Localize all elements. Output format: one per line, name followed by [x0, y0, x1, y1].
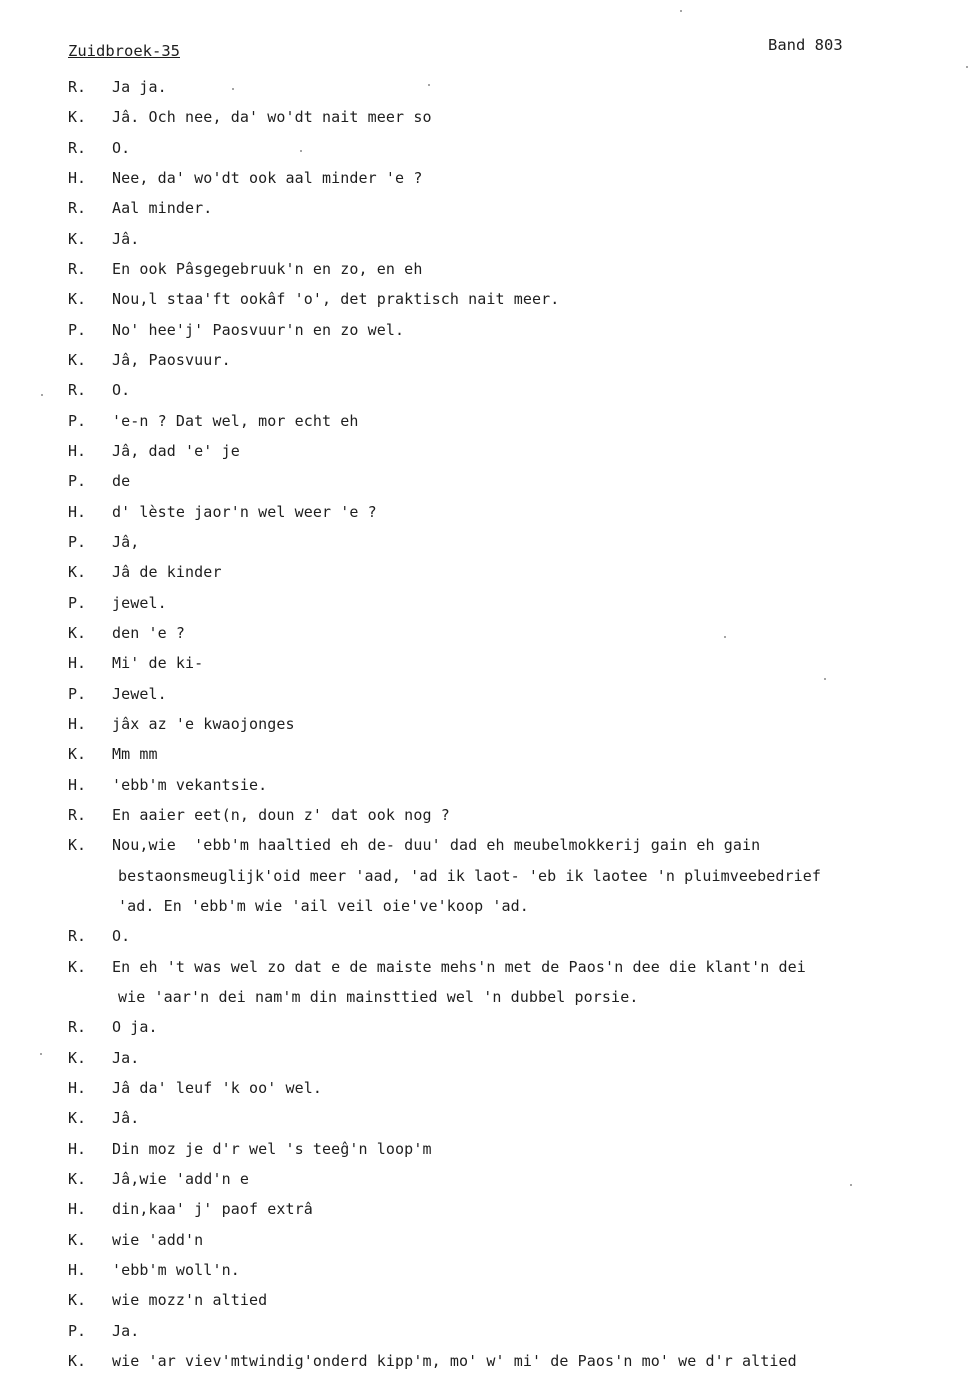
transcript-line — [0, 199, 973, 223]
transcript-line — [0, 685, 973, 709]
utterance-text: Nou,l staa'ft ookâf 'o', det praktisch nait meer. — [112, 290, 560, 308]
scan-speck — [232, 88, 234, 90]
speaker-label: R. — [68, 199, 87, 217]
speaker-label: R. — [68, 927, 87, 945]
scan-speck — [824, 678, 826, 680]
speaker-label: K. — [68, 745, 87, 763]
speaker-label: R. — [68, 1018, 87, 1036]
utterance-text: den 'e ? — [112, 624, 186, 642]
utterance-text: No' hee'j' Paosvuur'n en zo wel. — [112, 321, 405, 339]
speaker-label: R. — [68, 260, 87, 278]
utterance-text: wie 'ar viev'mtwindig'onderd kipp'm, mo' w' mi' de Paos'n mo' we d'r altied — [112, 1352, 797, 1370]
transcript-line — [0, 1049, 973, 1073]
transcript-line — [0, 958, 973, 982]
transcript-line — [0, 1018, 973, 1042]
speaker-label: H. — [68, 776, 87, 794]
transcript-line — [0, 927, 973, 951]
transcript-line — [0, 776, 973, 800]
speaker-label: R. — [68, 806, 87, 824]
utterance-text: jâx az 'e kwaojonges — [112, 715, 295, 733]
utterance-text: de — [112, 472, 131, 490]
speaker-label: K. — [68, 1231, 87, 1249]
speaker-label: H. — [68, 169, 87, 187]
utterance-text: Nee, da' wo'dt ook aal minder 'e ? — [112, 169, 423, 187]
utterance-text: En aaier eet(n, doun z' dat ook nog ? — [112, 806, 450, 824]
speaker-label: H. — [68, 654, 87, 672]
utterance-text: Jâ,wie 'add'n e — [112, 1170, 249, 1188]
speaker-label: R. — [68, 381, 87, 399]
speaker-label: K. — [68, 563, 87, 581]
transcript-line — [0, 533, 973, 557]
utterance-text: O. — [112, 139, 131, 157]
speaker-label: H. — [68, 503, 87, 521]
utterance-text: Mi' de ki- — [112, 654, 204, 672]
speaker-label: H. — [68, 1200, 87, 1218]
speaker-label: K. — [68, 1291, 87, 1309]
utterance-text: Mm mm — [112, 745, 158, 763]
speaker-label: P. — [68, 1322, 87, 1340]
transcript-line — [0, 1170, 973, 1194]
speaker-label: K. — [68, 836, 87, 854]
transcript-line — [0, 624, 973, 648]
utterance-text: Nou,wie 'ebb'm haaltied eh de- duu' dad eh meubelmokkerij gain eh gain — [112, 836, 761, 854]
transcript-line — [0, 78, 973, 102]
utterance-text: O. — [112, 381, 131, 399]
transcript-line — [0, 442, 973, 466]
transcript-line — [0, 563, 973, 587]
transcript-line — [0, 1322, 973, 1346]
speaker-label: K. — [68, 624, 87, 642]
scan-speck — [966, 66, 968, 68]
utterance-text: O. — [112, 927, 131, 945]
speaker-label: H. — [68, 715, 87, 733]
speaker-label: H. — [68, 1140, 87, 1158]
speaker-label: P. — [68, 533, 87, 551]
speaker-label: K. — [68, 351, 87, 369]
utterance-text: Ja. — [112, 1322, 140, 1340]
speaker-label: K. — [68, 1352, 87, 1370]
scan-speck — [680, 10, 682, 12]
scan-speck — [850, 1184, 852, 1186]
utterance-text: Jâ, Paosvuur. — [112, 351, 231, 369]
utterance-text: En eh 't was wel zo dat e de maiste mehs'n met de Paos'n dee die klant'n dei — [112, 958, 806, 976]
transcript-line — [0, 108, 973, 132]
utterance-text: 'ebb'm woll'n. — [112, 1261, 240, 1279]
transcript-line — [0, 1261, 973, 1285]
transcript-line — [0, 381, 973, 405]
scan-speck — [428, 84, 430, 86]
utterance-text: Jâ de kinder — [112, 563, 222, 581]
utterance-text: Jewel. — [112, 685, 167, 703]
transcript-line — [0, 472, 973, 496]
speaker-label: P. — [68, 685, 87, 703]
speaker-label: R. — [68, 139, 87, 157]
utterance-text: Aal minder. — [112, 199, 213, 217]
transcript-continuation-line — [0, 897, 973, 921]
speaker-label: K. — [68, 108, 87, 126]
speaker-label: K. — [68, 290, 87, 308]
utterance-text: Jâ, dad 'e' je — [112, 442, 240, 460]
transcript-line — [0, 1291, 973, 1315]
transcript-line — [0, 654, 973, 678]
transcript-line — [0, 745, 973, 769]
utterance-text: wie 'aar'n dei nam'm din mainsttied wel 'n dubbel porsie. — [118, 988, 639, 1006]
speaker-label: P. — [68, 594, 87, 612]
transcript-continuation-line — [0, 988, 973, 1012]
transcript-line — [0, 1109, 973, 1133]
utterance-text: bestaonsmeuglijk'oid meer 'aad, 'ad ik laot- 'eb ik laotee 'n pluimveebedrief — [118, 867, 822, 885]
scan-speck — [41, 394, 43, 396]
transcript-line — [0, 806, 973, 830]
speaker-label: H. — [68, 1261, 87, 1279]
scan-speck — [300, 150, 302, 152]
utterance-text: En ook Pâsgegebruuk'n en zo, en eh — [112, 260, 423, 278]
utterance-text: 'ad. En 'ebb'm wie 'ail veil oie've'koop 'ad. — [118, 897, 529, 915]
utterance-text: O ja. — [112, 1018, 158, 1036]
utterance-text: jewel. — [112, 594, 167, 612]
transcript-line — [0, 836, 973, 860]
speaker-label: R. — [68, 78, 87, 96]
utterance-text: 'ebb'm vekantsie. — [112, 776, 268, 794]
transcript-line — [0, 412, 973, 436]
transcript-line — [0, 260, 973, 284]
transcript-line — [0, 1079, 973, 1103]
scan-speck — [724, 636, 726, 638]
speaker-label: K. — [68, 958, 87, 976]
speaker-label: K. — [68, 230, 87, 248]
transcript-line — [0, 321, 973, 345]
utterance-text: Jâ. Och nee, da' wo'dt nait meer so — [112, 108, 432, 126]
transcript-line — [0, 503, 973, 527]
scan-speck — [40, 1053, 42, 1055]
speaker-label: H. — [68, 442, 87, 460]
utterance-text: Jâ, — [112, 533, 140, 551]
utterance-text: Ja. — [112, 1049, 140, 1067]
transcript-line — [0, 139, 973, 163]
utterance-text: d' lèste jaor'n wel weer 'e ? — [112, 503, 377, 521]
speaker-label: K. — [68, 1170, 87, 1188]
band-number: Band 803 — [768, 36, 843, 54]
transcript-line — [0, 230, 973, 254]
utterance-text: wie 'add'n — [112, 1231, 204, 1249]
transcript-line — [0, 169, 973, 193]
transcript-line — [0, 1352, 973, 1376]
utterance-text: Ja ja. — [112, 78, 167, 96]
transcript-line — [0, 1200, 973, 1224]
document-title: Zuidbroek-35 — [68, 42, 180, 60]
transcript-line — [0, 594, 973, 618]
transcript-line — [0, 715, 973, 739]
transcript-line — [0, 351, 973, 375]
utterance-text: Jâ. — [112, 230, 140, 248]
utterance-text: 'e-n ? Dat wel, mor echt eh — [112, 412, 359, 430]
transcript-continuation-line — [0, 867, 973, 891]
utterance-text: Jâ. — [112, 1109, 140, 1127]
utterance-text: Din moz je d'r wel 's teeĝ'n loop'm — [112, 1140, 432, 1158]
utterance-text: din,kaa' j' paof extrâ — [112, 1200, 313, 1218]
speaker-label: P. — [68, 412, 87, 430]
speaker-label: P. — [68, 321, 87, 339]
utterance-text: wie mozz'n altied — [112, 1291, 268, 1309]
transcript-line — [0, 1140, 973, 1164]
speaker-label: K. — [68, 1109, 87, 1127]
speaker-label: H. — [68, 1079, 87, 1097]
speaker-label: K. — [68, 1049, 87, 1067]
transcript-line — [0, 1231, 973, 1255]
speaker-label: P. — [68, 472, 87, 490]
utterance-text: Jâ da' leuf 'k oo' wel. — [112, 1079, 323, 1097]
transcript-line — [0, 290, 973, 314]
